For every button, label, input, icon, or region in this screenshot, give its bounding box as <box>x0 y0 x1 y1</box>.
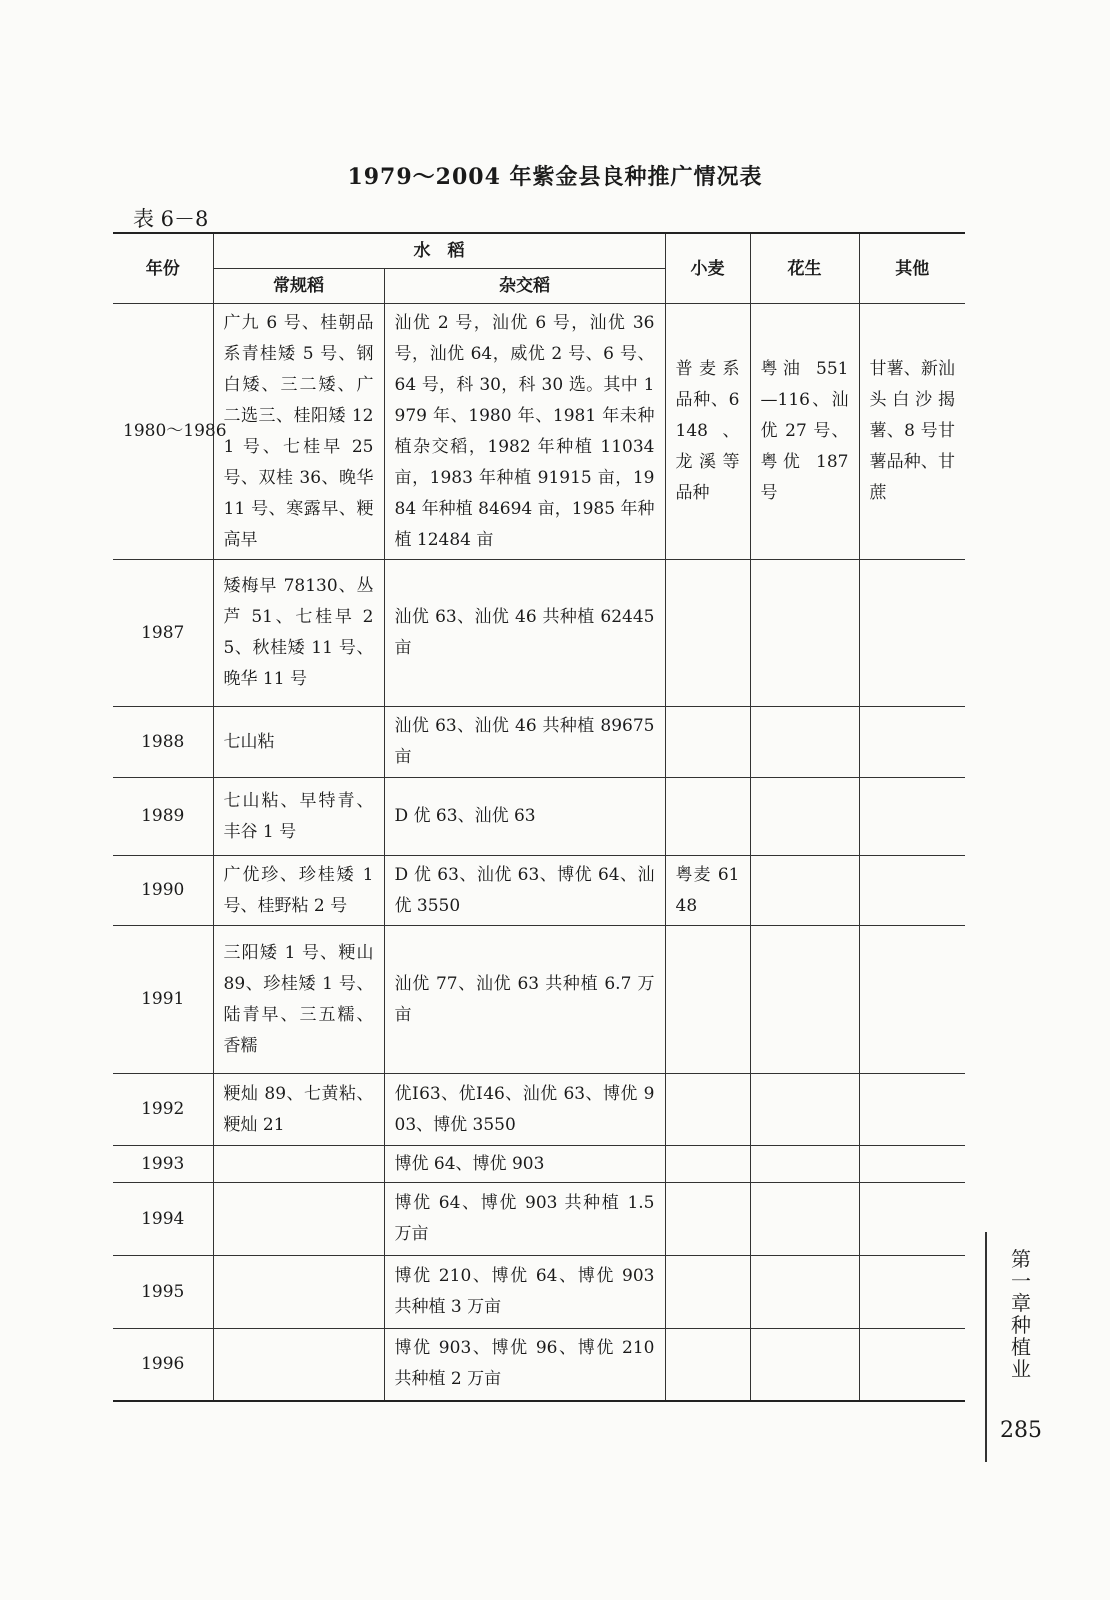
cell-peanut <box>750 926 859 1074</box>
cell-hybrid: D 优 63、汕优 63、博优 64、汕优 3550 <box>384 856 665 926</box>
cell-conventional <box>213 1329 384 1401</box>
chapter-char: 种 <box>1011 1313 1031 1337</box>
cell-other <box>859 1146 965 1183</box>
chapter-label <box>1010 1248 1032 1380</box>
cell-year: 1993 <box>113 1146 213 1183</box>
cell-conventional: 广九 6 号、桂朝品系青桂矮 5 号、钢白矮、三二矮、广二选三、桂阳矮 121 号、七桂早 25 号、双桂 36、晚华 11 号、寒露早、粳高早 <box>213 304 384 560</box>
table-number: 表 6－8 <box>133 207 209 231</box>
cell-conventional: 粳灿 89、七黄粘、粳灿 21 <box>213 1074 384 1146</box>
cell-year: 1995 <box>113 1256 213 1329</box>
cell-peanut <box>750 856 859 926</box>
cell-hybrid: 优Ⅰ63、优Ⅰ46、汕优 63、博优 903、博优 3550 <box>384 1074 665 1146</box>
cell-wheat: 普麦系品种、6148、龙溪等品种 <box>665 304 750 560</box>
chapter-char: 一 <box>1011 1269 1031 1293</box>
cell-wheat <box>665 1329 750 1401</box>
cell-peanut <box>750 1256 859 1329</box>
cell-wheat <box>665 1074 750 1146</box>
table-row <box>113 1146 965 1183</box>
header-hybrid-rice: 杂交稻 <box>384 269 665 304</box>
table-row <box>113 304 965 560</box>
cell-hybrid: 博优 64、博优 903 <box>384 1146 665 1183</box>
chapter-char: 第 <box>1011 1247 1031 1271</box>
table-row <box>113 1256 965 1329</box>
cell-wheat <box>665 1146 750 1183</box>
cell-hybrid: 汕优 2 号，汕优 6 号，汕优 36 号，汕优 64，威优 2 号、6 号、64 号，科 30，科 30 选。其中 1979 年、1980 年、1981 年未种植杂交稻，1982 年种植 11034 亩，1983 年种植 91915 亩，1984 年种植 84694 亩，1985 年种植 12484 亩 <box>384 304 665 560</box>
cell-peanut: 粤油 551—116、汕优 27 号、粤优 187 号 <box>750 304 859 560</box>
cell-conventional <box>213 1146 384 1183</box>
cell-peanut <box>750 707 859 778</box>
cell-conventional <box>213 1183 384 1256</box>
page-title: 1979～2004 年紫金县良种推广情况表 <box>347 164 763 190</box>
cell-peanut <box>750 1074 859 1146</box>
cell-conventional: 矮梅早 78130、丛芦 51、七桂早 25、秋桂矮 11 号、晚华 11 号 <box>213 560 384 707</box>
header-conventional-rice: 常规稻 <box>213 269 384 304</box>
header-year: 年份 <box>113 233 213 304</box>
cell-year: 1988 <box>113 707 213 778</box>
table-row <box>113 856 965 926</box>
cell-peanut <box>750 1183 859 1256</box>
cell-other <box>859 707 965 778</box>
cell-other <box>859 926 965 1074</box>
cell-other <box>859 1329 965 1401</box>
cell-other <box>859 1074 965 1146</box>
cell-other <box>859 856 965 926</box>
cell-other <box>859 1256 965 1329</box>
table-row <box>113 560 965 707</box>
cell-year: 1991 <box>113 926 213 1074</box>
header-rice: 水 稻 <box>213 233 665 269</box>
cell-year: 1996 <box>113 1329 213 1401</box>
table-row <box>113 778 965 856</box>
cell-hybrid: 博优 903、博优 96、博优 210 共种植 2 万亩 <box>384 1329 665 1401</box>
cell-year: 1980～1986 <box>113 304 213 560</box>
cell-conventional <box>213 1256 384 1329</box>
cell-year: 1987 <box>113 560 213 707</box>
cell-other <box>859 1183 965 1256</box>
cell-wheat <box>665 1256 750 1329</box>
cell-wheat <box>665 707 750 778</box>
cell-wheat: 粤麦 6148 <box>665 856 750 926</box>
table-row <box>113 707 965 778</box>
cell-year: 1994 <box>113 1183 213 1256</box>
cell-peanut <box>750 560 859 707</box>
cell-conventional: 广优珍、珍桂矮 1 号、桂野粘 2 号 <box>213 856 384 926</box>
cell-wheat <box>665 560 750 707</box>
cell-peanut <box>750 1146 859 1183</box>
table-row <box>113 1183 965 1256</box>
chapter-char: 业 <box>1011 1357 1031 1381</box>
cell-other: 甘薯、新汕头白沙揭薯、8 号甘薯品种、甘蔗 <box>859 304 965 560</box>
cell-year: 1990 <box>113 856 213 926</box>
cell-hybrid: 汕优 77、汕优 63 共种植 6.7 万亩 <box>384 926 665 1074</box>
table-row <box>113 1329 965 1401</box>
cell-conventional: 三阳矮 1 号、粳山 89、珍桂矮 1 号、陆青早、三五糯、香糯 <box>213 926 384 1074</box>
cell-other <box>859 778 965 856</box>
cell-year: 1992 <box>113 1074 213 1146</box>
seed-variety-table <box>113 232 965 1402</box>
cell-hybrid: D 优 63、汕优 63 <box>384 778 665 856</box>
cell-peanut <box>750 778 859 856</box>
cell-hybrid: 汕优 63、汕优 46 共种植 89675 亩 <box>384 707 665 778</box>
header-peanut: 花生 <box>750 233 859 304</box>
table-row <box>113 926 965 1074</box>
cell-hybrid: 汕优 63、汕优 46 共种植 62445 亩 <box>384 560 665 707</box>
table-row <box>113 1074 965 1146</box>
cell-conventional: 七山粘、早特青、丰谷 1 号 <box>213 778 384 856</box>
cell-wheat <box>665 778 750 856</box>
header-other: 其他 <box>859 233 965 304</box>
page-number: 285 <box>1000 1418 1042 1443</box>
chapter-char: 章 <box>1011 1291 1031 1315</box>
cell-hybrid: 博优 210、博优 64、博优 903 共种植 3 万亩 <box>384 1256 665 1329</box>
cell-hybrid: 博优 64、博优 903 共种植 1.5 万亩 <box>384 1183 665 1256</box>
cell-other <box>859 560 965 707</box>
cell-peanut <box>750 1329 859 1401</box>
header-wheat: 小麦 <box>665 233 750 304</box>
cell-wheat <box>665 1183 750 1256</box>
cell-conventional: 七山粘 <box>213 707 384 778</box>
cell-year: 1989 <box>113 778 213 856</box>
chapter-char: 植 <box>1011 1335 1031 1359</box>
cell-wheat <box>665 926 750 1074</box>
